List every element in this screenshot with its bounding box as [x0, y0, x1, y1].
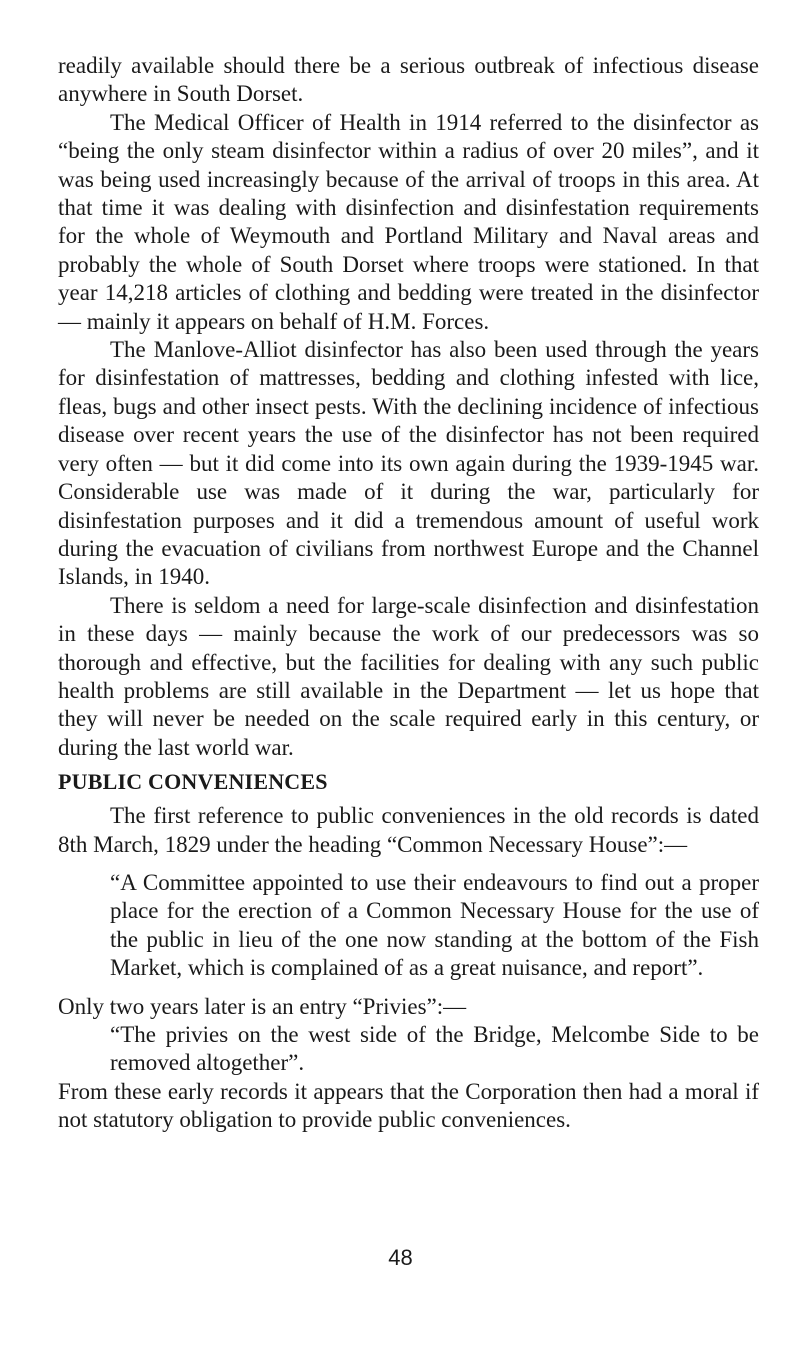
- paragraph-manlove-alliot: The Manlove-Alliot disinfector has also been used through the years for disinfestation of mattresses, bedding and clothing infested with lice, fleas, bugs and other insect pests. With the declining incidence of infectious disease over recent years the use of the disinfector has not been required very often — but it did come into its own again during the 1939-1945 war. Considerable use was made of it during the war, particularly for disinfestation purposes and it did a tremendous amount of useful work during the evacuation of civilians from northwest Europe and the Channel Islands, in 1940.: [58, 337, 759, 590]
- quote-privies: “The privies on the west side of the Bridge, Melcombe Side to be removed altogether”.: [110, 1022, 759, 1076]
- paragraph-first-reference: The first reference to public conveniences in the old records is dated 8th March, 1829 under the heading “Common Necessary House”:—: [58, 803, 759, 857]
- paragraph-closing: From these early records it appears that the Corporation then had a moral if not statutory obligation to provide public conveniences.: [58, 1078, 759, 1133]
- page-number: 48: [388, 1245, 413, 1270]
- paragraph-continuation: readily available should there be a serious outbreak of infectious disease anywhere in South Dorset.: [58, 53, 759, 107]
- paragraph-seldom-need: There is seldom a need for large-scale disinfection and disinfestation in these days — mainly because the work of our predecessors was so thorough and effective, but the facilities for dealing with any such public health problems are still available in the Department — let us hope that they will never be needed on the scale required early in this century, or during the last world war.: [58, 592, 759, 760]
- section-heading: PUBLIC CONVENIENCES: [58, 769, 328, 795]
- quote-committee: “A Committee appointed to use their endeavours to find out a proper place for the erection of a Common Necessary House for the use of the public in lieu of the one now standing at the bottom of the Fish Market, which is complained of as a great nuisance, and report”.: [110, 869, 759, 981]
- document-page: [58, 52, 759, 1135]
- paragraph-medical-officer: The Medical Officer of Health in 1914 referred to the disinfector as “being the only steam disinfector within a radius of over 20 miles”, and it was being used increasingly because of the arrival of troops in this area. At that time it was dealing with disinfection and disinfestation requirements for the whole of Weymouth and Portland Military and Naval areas and probably the whole of South Dorset where troops were stationed. In that year 14,218 articles of clothing and bedding were treated in the disinfector — mainly it appears on behalf of H.M. Forces.: [58, 109, 759, 334]
- paragraph-privies-lead: Only two years later is an entry “Privies”:—: [58, 993, 467, 1019]
